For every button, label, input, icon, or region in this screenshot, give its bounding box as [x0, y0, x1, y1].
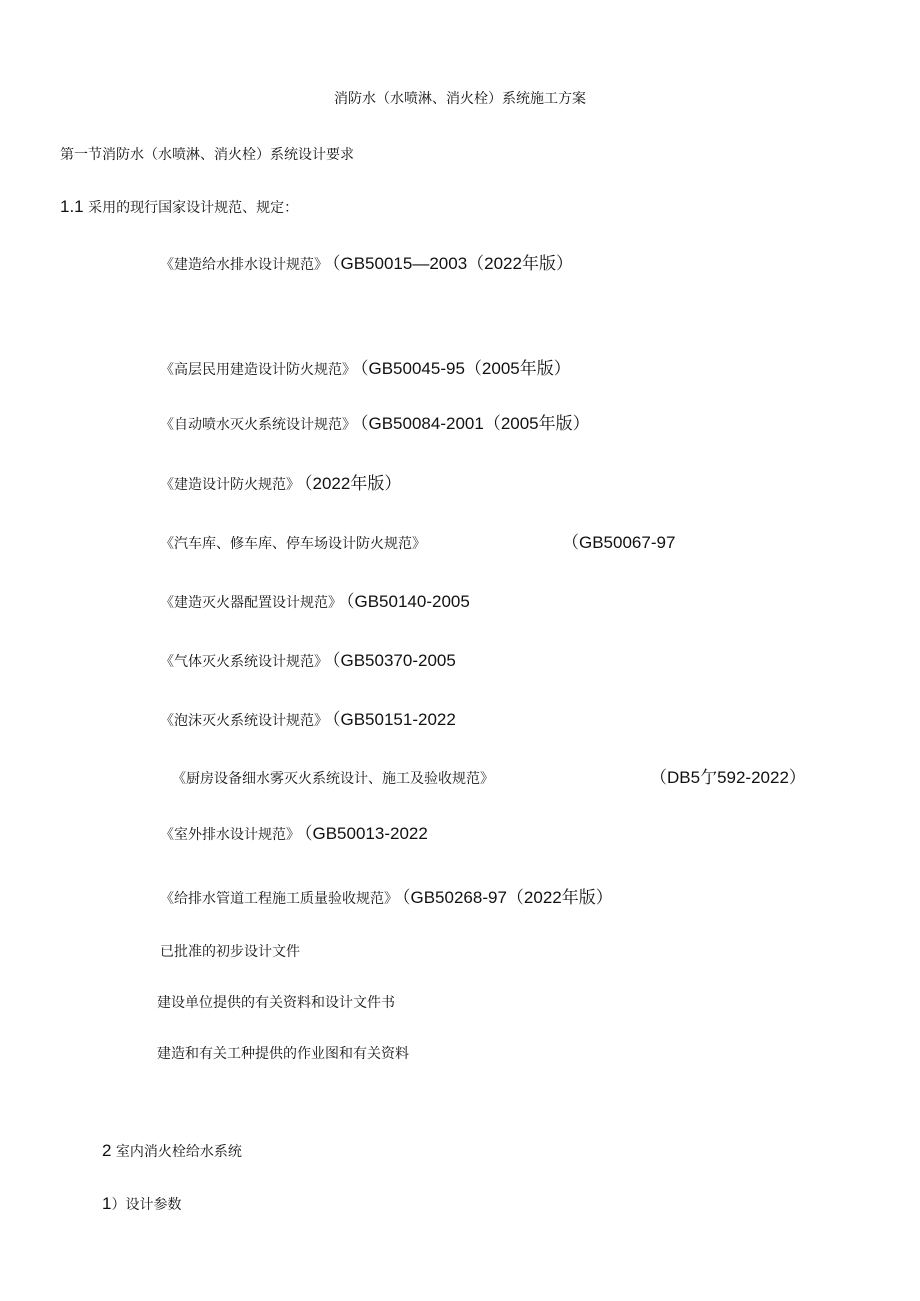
subsection-text: 采用的现行国家设计规范、规定：	[88, 200, 299, 216]
document-item: 建造和有关工种提供的作业图和有关资料	[157, 1046, 409, 1062]
document-title: 消防水（水喷淋、消火栓）系统施工方案	[334, 91, 586, 107]
standard-name: 《高层民用建造设计防火规范》	[160, 362, 356, 378]
standard-item	[160, 592, 470, 613]
subsection-number: 1.1	[60, 197, 84, 216]
section-heading: 第一节消防水（水喷淋、消火栓）系统设计要求	[60, 147, 354, 163]
standard-name: 《建造灭火器配置设计规范》	[160, 595, 342, 611]
standard-code: （GB50370-2005	[332, 651, 456, 670]
subsection-heading	[60, 197, 298, 218]
standard-item	[160, 651, 456, 672]
standard-code: （2022年版）	[304, 474, 402, 493]
standard-name: 《气体灭火系统设计规范》	[160, 654, 328, 670]
standard-code: （GB50151-2022	[332, 710, 456, 729]
standard-name: 《室外排水设计规范》	[160, 827, 300, 843]
standard-item	[160, 359, 571, 380]
standard-name: 《厨房设备细水雾灭火系统设计、施工及验收规范》	[172, 771, 494, 787]
subsection-number: 1	[102, 1194, 112, 1213]
standard-name: 《泡沫灭火系统设计规范》	[160, 713, 328, 729]
standard-item	[160, 414, 590, 435]
section-number: 2	[102, 1141, 112, 1160]
standard-code: （GB50015—2003（2022年版）	[332, 254, 573, 273]
subsection-heading	[102, 1194, 181, 1215]
standard-code: （DB5亇592-2022）	[650, 768, 806, 787]
standard-item	[160, 888, 613, 909]
document-item: 建设单位提供的有关资料和设计文件书	[157, 995, 395, 1011]
standard-code: （GB50140-2005	[346, 592, 470, 611]
document-item: 已批准的初步设计文件	[160, 944, 300, 960]
standard-name: 《建造设计防火规范》	[160, 477, 300, 493]
section-heading	[102, 1141, 242, 1162]
standard-name: 《建造给水排水设计规范》	[160, 257, 328, 273]
standard-item	[160, 474, 401, 495]
standard-name: 《自动喷水灭火系统设计规范》	[160, 417, 356, 433]
section-text: 室内消火栓给水系统	[115, 1144, 242, 1160]
standard-code: （GB50013-2022	[304, 824, 428, 843]
standard-code: （GB50067-97	[562, 533, 676, 552]
standard-item	[160, 824, 428, 845]
standard-item	[160, 254, 573, 275]
standard-item	[172, 769, 494, 789]
standard-code: （GB50084-2001（2005年版）	[360, 414, 590, 433]
standard-name: 《汽车库、修车库、停车场设计防火规范》	[160, 536, 426, 552]
standard-code: （GB50045-95（2005年版）	[360, 359, 571, 378]
standard-code: （GB50268-97（2022年版）	[402, 888, 613, 907]
standard-name: 《给排水管道工程施工质量验收规范》	[160, 891, 398, 907]
standard-item	[160, 534, 426, 554]
standard-item	[160, 710, 456, 731]
subsection-text: ）设计参数	[111, 1197, 182, 1213]
